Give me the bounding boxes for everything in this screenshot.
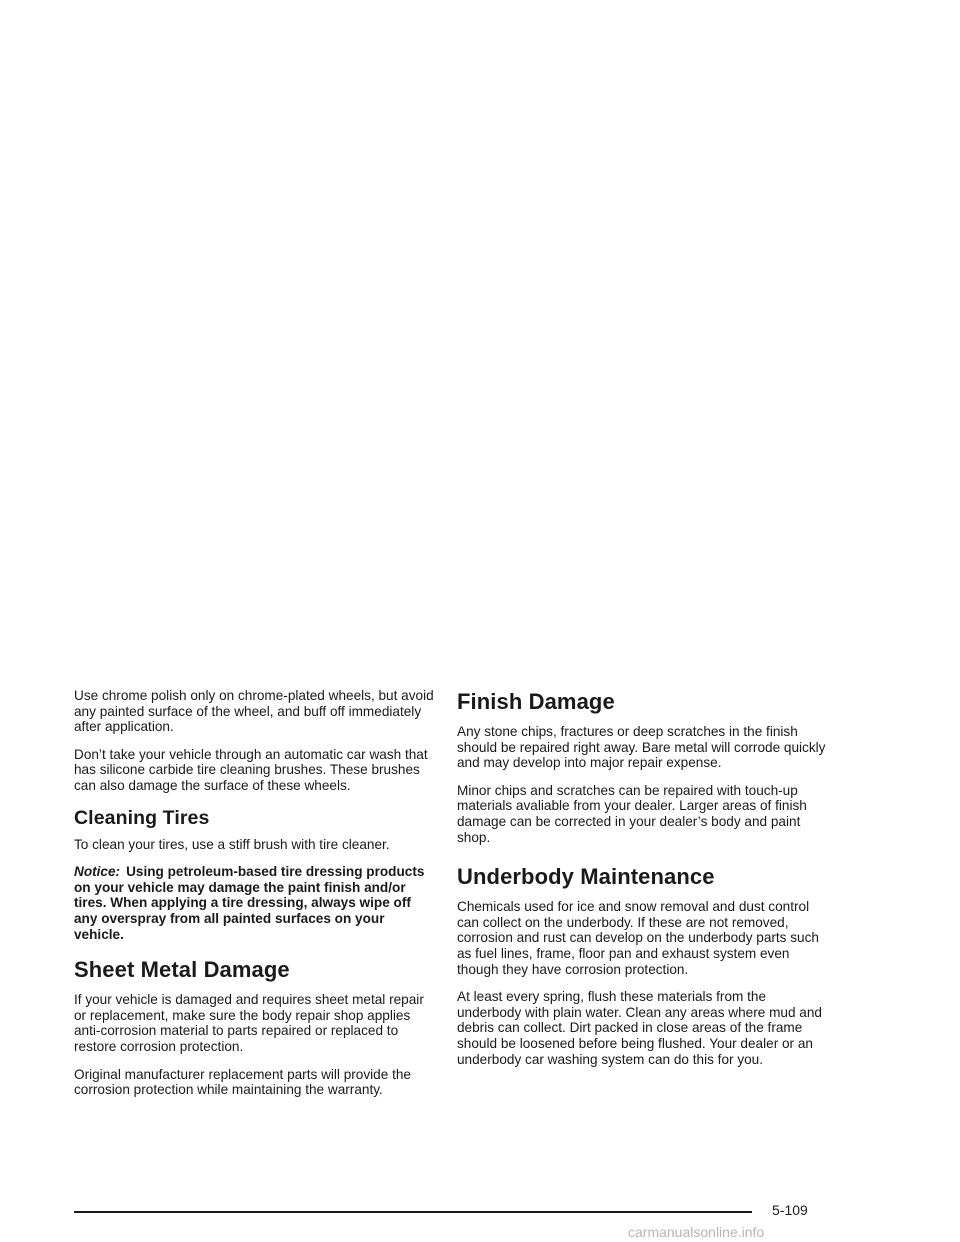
flush-paragraph: At least every spring, flush these materials from the underbody with plain water. Clean any areas where mud and debris can collect. Dirt packed in close areas of the frame should be loosened before being flushed. Your dealer or an underbody car washing system can do this for you. [457, 989, 822, 1067]
notice-label: Notice: [74, 864, 121, 880]
tire-dressing-notice [74, 864, 436, 942]
footer-rule [74, 1211, 752, 1213]
sheet-metal-repair-paragraph: If your vehicle is damaged and requires sheet metal repair or replacement, make sure the body repair shop applies anti-corrosion material to parts repaired or replaced to restore corrosion protection. [74, 992, 424, 1054]
page-number: 5-109 [772, 1202, 808, 1218]
wheel-polish-paragraph: Use chrome polish only on chrome-plated wheels, but avoid any painted surface of the wheel, and buff off immediately after application. [74, 688, 434, 735]
finish-damage-section [457, 688, 827, 845]
underbody-maintenance-heading: Underbody Maintenance [457, 864, 715, 890]
chemicals-paragraph: Chemicals used for ice and snow removal and dust control can collect on the underbody. If these are not removed, corrosion and rust can develop on the underbody parts such as fuel lines, frame, floor pan and exhaust system even though they have corrosion protection. [457, 899, 819, 977]
cleaning-tires-section [74, 806, 436, 943]
replacement-parts-paragraph: Original manufacturer replacement parts will provide the corrosion protection while maintaining the warranty. [74, 1066, 411, 1098]
car-wash-paragraph: Don’t take your vehicle through an automatic car wash that has silicone carbide tire cleaning brushes. These brushes can also damage the surface of these wheels. [74, 746, 428, 793]
underbody-maintenance-section [457, 863, 827, 1067]
notice-text: Using petroleum-based tire dressing products on your vehicle may damage the paint finish and/or tires. When applying a tire dressing, always wipe off any overspray from all painted surfaces on your vehicle. [74, 864, 425, 942]
sheet-metal-damage-heading: Sheet Metal Damage [74, 957, 290, 983]
sheet-metal-damage-section [74, 956, 436, 1098]
finish-damage-heading: Finish Damage [457, 689, 615, 714]
cleaning-tires-paragraph: To clean your tires, use a stiff brush with tire cleaner. [74, 836, 390, 852]
left-column [74, 688, 436, 1110]
watermark: carmanualsonline.info [628, 1224, 765, 1240]
touch-up-paragraph: Minor chips and scratches can be repaired with touch-up materials avaliable from your dealer. Larger areas of finish damage can be corrected in your dealer’s body and paint shop. [457, 782, 807, 845]
stone-chips-paragraph: Any stone chips, fractures or deep scratches in the finish should be repaired right away. Bare metal will corrode quickly and may develop into major repair expense. [457, 724, 826, 771]
cleaning-tires-heading: Cleaning Tires [74, 806, 210, 829]
right-column [457, 688, 827, 1079]
